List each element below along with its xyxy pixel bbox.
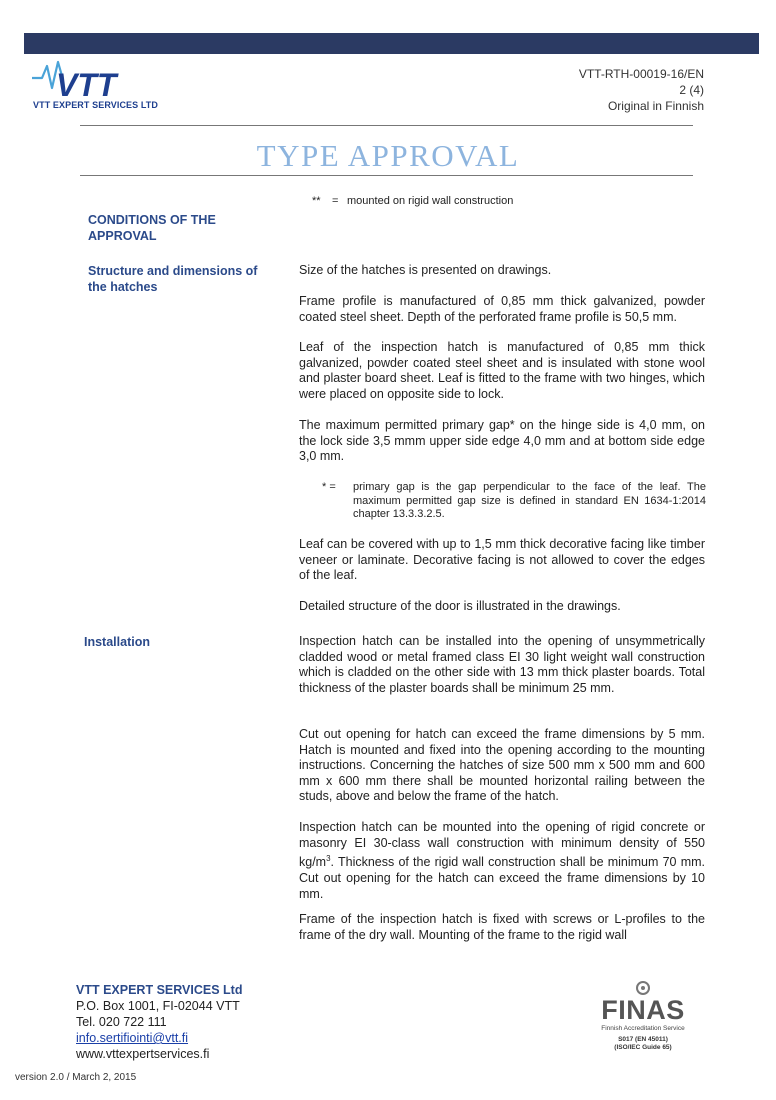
paragraph: Inspection hatch can be installed into the opening of unsymmetrically cladded wood or metal framed class EI 30 light weight wall construction which is cladded on the other side with 13 mm thick plaster boards. Total thickness of the plaster boards shall be minimum 25 mm. xyxy=(299,634,705,695)
footer-company: VTT EXPERT SERVICES Ltd xyxy=(76,983,243,997)
paragraph: Leaf of the inspection hatch is manufactured of 0,85 mm thick galvanized, powder coated steel sheet and is insulated with stone wool and plaster board sheet. Leaf is fitted to the frame with two hinges, which were placed on opposite side to lock. xyxy=(299,340,705,401)
finas-logo xyxy=(588,980,698,1080)
logo-company-name: VTT EXPERT SERVICES LTD xyxy=(33,100,158,110)
note-equals: = xyxy=(332,195,339,207)
paragraph: Frame profile is manufactured of 0,85 mm thick galvanized, powder coated steel sheet. Depth of the perforated frame profile is 50,5 mm. xyxy=(299,294,705,324)
heading-installation: Installation xyxy=(84,635,150,649)
document-reference xyxy=(579,66,704,114)
heading-conditions: CONDITIONS OF THE APPROVAL xyxy=(88,213,216,243)
page-number: 2 (4) xyxy=(679,83,704,97)
version-label: version 2.0 / March 2, 2015 xyxy=(15,1072,137,1083)
mounting-note xyxy=(312,195,513,207)
footer-phone: Tel. 020 722 111 xyxy=(76,1015,167,1029)
finas-wordmark: FINAS xyxy=(601,995,685,1025)
doc-number: VTT-RTH-00019-16/EN xyxy=(578,67,704,81)
divider xyxy=(80,125,693,126)
footer-website: www.vttexpertservices.fi xyxy=(76,1047,210,1061)
finas-code: S017 (EN 45011) xyxy=(618,1036,668,1043)
vtt-logo-icon xyxy=(30,58,190,103)
page-title: TYPE APPROVAL xyxy=(256,138,520,173)
paragraph: The maximum permitted primary gap* on the hinge side is 4,0 mm, on the lock side 3,5 mmm upper side edge 4,0 mm and at bottom side edge 3,0 mm. xyxy=(299,418,705,464)
footer-email-link[interactable]: info.sertifiointi@vtt.fi xyxy=(76,1031,189,1045)
footnote-marker: * = xyxy=(322,481,336,493)
note-text: mounted on rigid wall construction xyxy=(347,195,514,207)
finas-standard: (ISO/IEC Guide 65) xyxy=(614,1044,672,1051)
heading-structure: Structure and dimensions of the hatches xyxy=(88,264,258,294)
footer-contact xyxy=(76,982,242,1062)
footnote-text: primary gap is the gap perpendicular to the face of the leaf. The maximum permitted gap size is defined in standard EN 1634-1:2014 chapter 13.3.3.2.5. xyxy=(353,481,706,520)
finas-subtitle: Finnish Accreditation Service xyxy=(601,1025,685,1032)
original-language: Original in Finnish xyxy=(607,99,704,113)
paragraph: Cut out opening for hatch can exceed the frame dimensions by 5 mm. Hatch is mounted and fixed into the opening according to the mounting instructions. Concerning the hatches of size 500 mm x 500 mm and 600 mm x 600 mm there shall be mounted horizontal railing between the studs, above and below the frame of the hatch. xyxy=(299,727,705,804)
top-banner xyxy=(24,33,759,54)
finas-emblem-icon xyxy=(635,980,651,996)
divider xyxy=(80,175,693,176)
paragraph: Size of the hatches is presented on drawings. xyxy=(299,263,552,277)
paragraph-part: Inspection hatch can be mounted into the opening of rigid concrete or masonry EI 30-class wall construction with minimum density of 550 kg/m xyxy=(299,820,705,870)
paragraph: Frame of the inspection hatch is fixed with screws or L-profiles to the frame of the dry wall. Mounting of the frame to the rigid wall xyxy=(299,912,705,942)
paragraph: Detailed structure of the door is illustrated in the drawings. xyxy=(299,599,621,613)
logo-wordmark: VTT xyxy=(56,67,117,103)
paragraph: Leaf can be covered with up to 1,5 mm thick decorative facing like timber veneer or laminate. Decorative facing is not allowed to cover the edges of the leaf. xyxy=(299,537,705,583)
superscript: 3 xyxy=(326,854,331,864)
footnote xyxy=(322,481,706,522)
note-marker: ** xyxy=(312,195,321,207)
footer-address: P.O. Box 1001, FI-02044 VTT xyxy=(76,999,240,1013)
paragraph-part: . Thickness of the rigid wall construction shall be minimum 70 mm. Cut out opening for the hatch can exceed the frame dimensions by 10 mm. xyxy=(299,855,705,901)
paragraph xyxy=(299,820,705,902)
